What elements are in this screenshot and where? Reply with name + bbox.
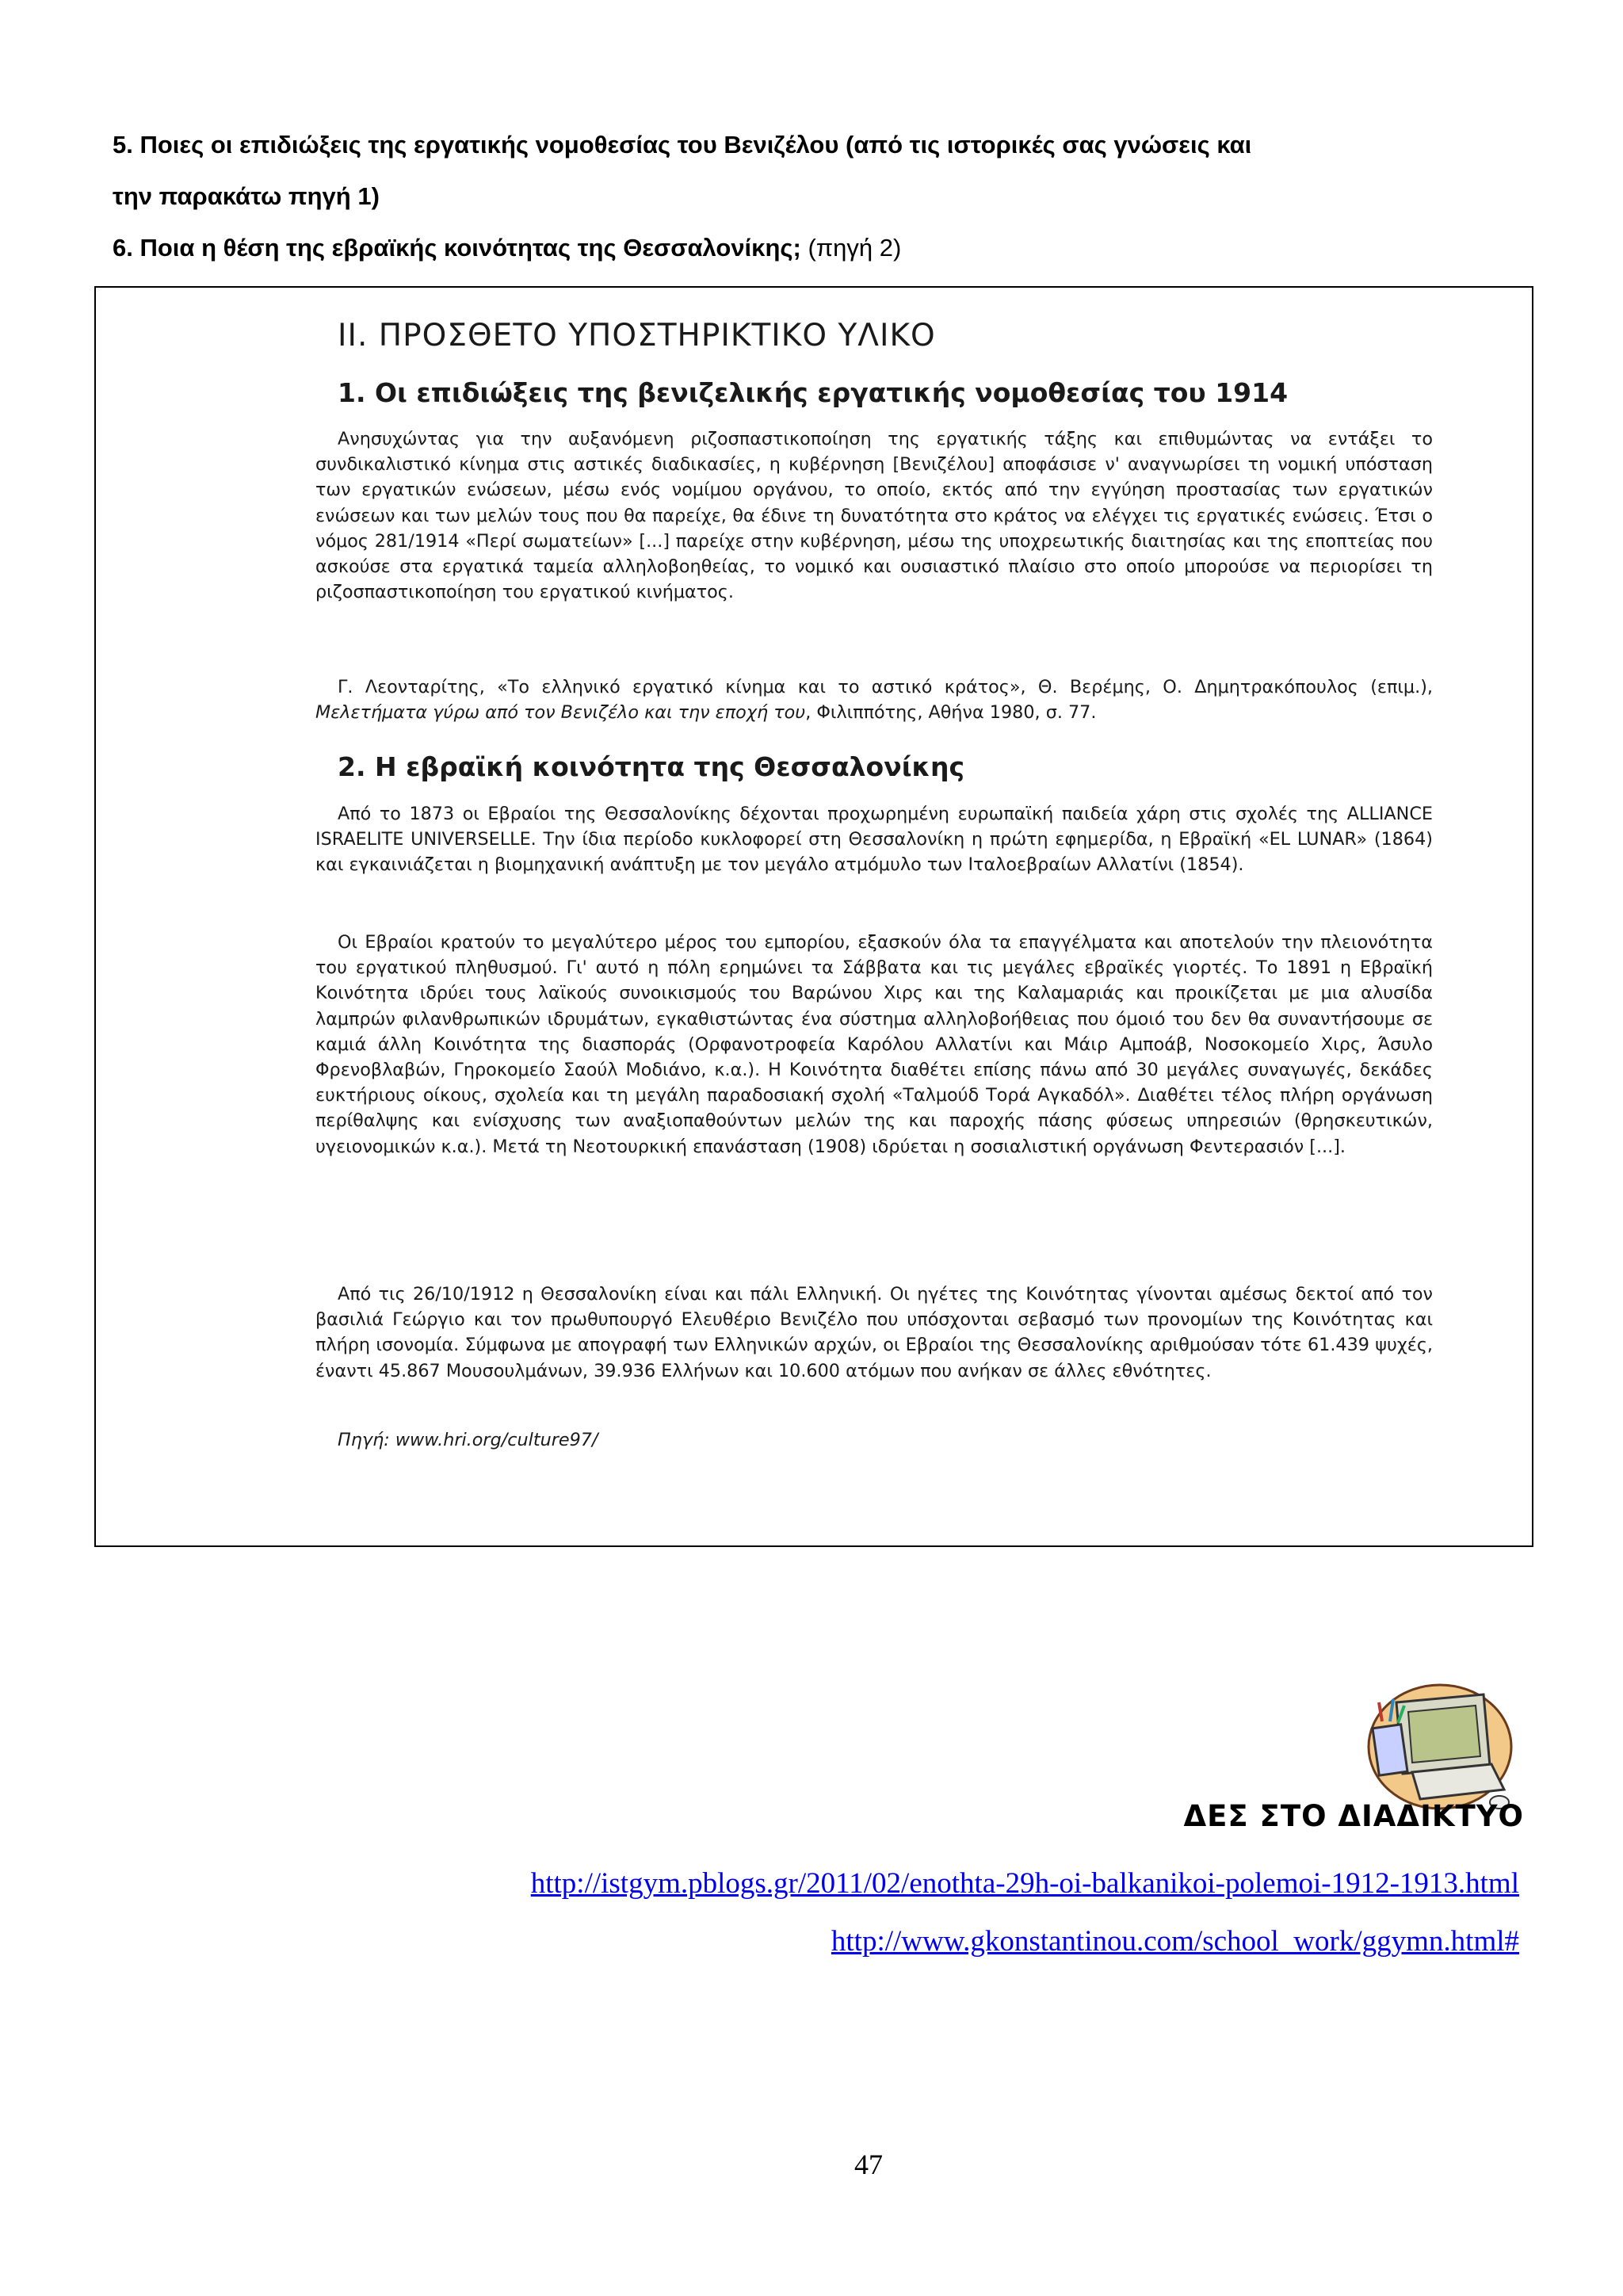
question-6-text: 6. Ποια η θέση της εβραϊκής κοινότητας της Θεσσαλονίκης; — [113, 234, 801, 262]
web-resources-title: ΔΕΣ ΣΤΟ ΔΙΑΔΙΚΤΥΟ — [1183, 1799, 1524, 1833]
source-2-heading: 2. Η εβραϊκή κοινότητα της Θεσσαλονίκης — [338, 751, 965, 782]
source-2-paragraph-3: Από τις 26/10/1912 η Θεσσαλονίκη είναι και πάλι Ελληνική. Οι ηγέτες της Κοινότητας γίνονται αμέσως δεκτοί από τον βασιλιά Γεώργιο και τον πρωθυπουργό Ελευθέριο Βενιζέλο που υπόσχονται σεβασμό των προνομίων της Κοινότητας και πλήρη ισονομία. Σύμφωνα με απογραφή των Ελληνικών αρχών, οι Εβραίοι της Θεσσαλονίκης αριθμούσαν τότε 61.439 ψυχές, έναντι 45.867 Μουσουλμάνων, 39.936 Ελλήνων και 10.600 ατόμων που ανήκαν σε άλλες εθνότητες. — [315, 1284, 1433, 1381]
source-1-text: Ανησυχώντας για την αυξανόμενη ριζοσπαστικοποίηση της εργατικής τάξης και επιθυμώντας να εντάξει το συνδικαλιστικό κίνημα στις αστικές διαδικασίες, η κυβέρνηση [Βενιζέλου] αποφάσισε ν' αναγνωρίσει τη νομική υπόσταση των εργατικών ενώσεων, μέσω ενός νομίμου οργάνου, το οποίο, εκτός από την εγγύηση προστασίας των εργατικών ενώσεων και των μελών τους που θα παρείχε, θα έδινε τη δυνατότητα στο κράτος να ελέγχει τις εργατικές ενώσεις. Έτσι ο νόμος 281/1914 «Περί σωματείων» [...] παρείχε στην κυβέρνηση, μέσω της υποχρεωτικής διαιτησίας και της εποπτείας που ασκούσε στα εργατικά ταμεία αλληλοβοηθείας, το νομικό και ουσιαστικό πλαίσιο στο οποίο μπορούσε να περιορίσει τη ριζοσπαστικοποίηση του εργατικού κινήματος. — [315, 429, 1433, 603]
question-6 — [113, 231, 1539, 265]
source-1-citation: Γ. Λεονταρίτης, «Το ελληνικό εργατικό κίνημα και το αστικό κράτος», Θ. Βερέμης, Ο. Δημητρακόπουλος (επιμ.), Μελετήματα γύρω από τον Βενιζέλο και την εποχή του, Φιλιππότης, Αθήνα 1980, σ. 77. — [315, 677, 1433, 724]
page-number: 47 — [854, 2149, 883, 2180]
question-6-source-ref: (πηγή 2) — [808, 234, 902, 262]
section-title: ΙΙ. ΠΡΟΣΘΕΤΟ ΥΠΟΣΤΗΡΙΚΤΙΚΟ ΥΛΙΚΟ — [338, 318, 936, 353]
source-2-paragraph-2: Οι Εβραίοι κρατούν το μεγαλύτερο μέρος του εμπορίου, εξασκούν όλα τα επαγγέλματα και αποτελούν την πλειονότητα του εργατικού πληθυσμού. Γι' αυτό η πόλη ερημώνει τα Σάββατα και τις μεγάλες εβραϊκές γιορτές. Το 1891 η Εβραϊκή Κοινότητα ιδρύει τους λαϊκούς συνοικισμούς του Βαρώνου Χιρς και της Καλαμαριάς και προικίζεται με μια αλυσίδα λαμπρών φιλανθρωπικών ιδρυμάτων, εγκαθιστώντας ένα σύστημα αλληλοβοήθειας που όμοιό του δεν θα συναντήσουμε σε καμιά άλλη Κοινότητα της διασποράς (Ορφανοτροφεία Καρόλου Αλλατίνι και Μάιρ Αμποάβ, Νοσοκομείο Χιρς, Άσυλο Φρενοβλαβών, Γηροκομείο Σαούλ Μοδιάνο, κ.α.). Η Κοινότητα διαθέτει επίσης πάνω από 30 μεγάλες συναγωγές, δεκάδες ευκτήριους οίκους, σχολεία και τη μεγάλη παραδοσιακή σχολή «Ταλμούδ Τορά Αγκαδόλ». Διαθέτει τέλος πλήρη οργάνωση περίθαλψης και ενίσχυσης των αναξιοπαθούντων μελών της και παροχής πάσης φύσεως υπηρεσιών (θρησκευτικών, υγειονομικών κ.α.). Μετά τη Νεοτουρκική επανάσταση (1908) ιδρύεται η σοσιαλιστική οργάνωση Φεντερασιόν [...]. — [315, 932, 1433, 1157]
question-5-line-2: την παρακάτω πηγή 1) — [113, 182, 380, 210]
source-2-paragraph-1: Από το 1873 οι Εβραίοι της Θεσσαλονίκης δέχονται προχωρημένη ευρωπαϊκή παιδεία χάρη στις σχολές της ALLIANCE ISRAELITE UNIVERSELLE. Την ίδια περίοδο κυκλοφορεί στη Θεσσαλονίκη η πρώτη εφημερίδα, η Εβραϊκή «EL LUNAR» (1864) και εγκαινιάζεται η βιομηχανική ανάπτυξη με τον μεγάλο ατμόμυλο των Ιταλοεβραίων Αλλατίνι (1854). — [315, 804, 1433, 876]
source-2-reference: Πηγή: www.hri.org/culture97/ — [338, 1430, 598, 1450]
web-link-2[interactable]: http://www.gkonstantinou.com/school_work/ggymn.html# — [831, 1925, 1519, 1958]
supporting-material-box — [94, 286, 1533, 1547]
computer-icon — [1365, 1671, 1515, 1812]
source-1-heading: 1. Οι επιδιώξεις της βενιζελικής εργατικής νομοθεσίας του 1914 — [338, 377, 1289, 408]
web-link-1[interactable]: http://istgym.pblogs.gr/2011/02/enothta-29h-oi-balkanikoi-polemoi-1912-1913.html — [530, 1867, 1519, 1900]
question-5-line-1: 5. Ποιες οι επιδιώξεις της εργατικής νομοθεσίας του Βενιζέλου (από τις ιστορικές σας γνώσεις και — [113, 131, 1252, 159]
